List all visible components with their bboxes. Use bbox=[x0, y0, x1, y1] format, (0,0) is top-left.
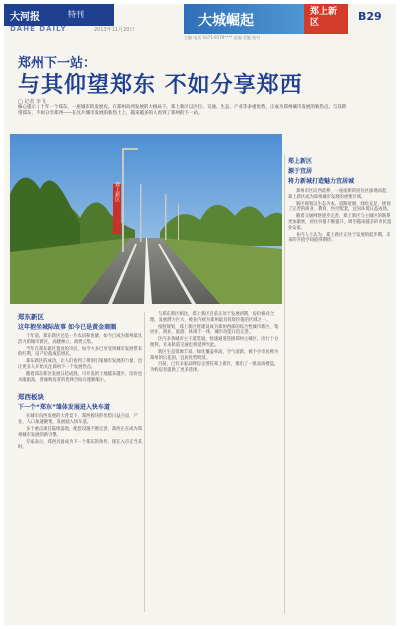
headline-title: 与其仰望郑东 不如分享郑西 bbox=[18, 72, 303, 98]
badge-text: 郑上新区 bbox=[310, 7, 338, 28]
district-badge bbox=[304, 4, 348, 34]
district-sign-text: 郑上新区 bbox=[114, 182, 120, 202]
sidebar-paragraph: 郑州市区向西延伸，一座座新的居住区拔地而起，郑上新区成为郑州城市发展的重要区域。 bbox=[288, 189, 391, 200]
article-paragraph: 在城市向西发展的大背景下，郑西板块的优势日益凸显，产业、人口加速聚集，发展驶入快车道。 bbox=[18, 414, 138, 426]
masthead bbox=[4, 4, 396, 40]
article-column-middle bbox=[150, 312, 280, 375]
paper-brand: 大河报 bbox=[10, 12, 40, 23]
column-divider bbox=[284, 154, 285, 614]
article-paragraph: 多个重点项目陆续落地，配套设施不断完善，郑西正在成为郑州城市发展的新引擎。 bbox=[18, 426, 143, 438]
section-subheading: 这年抱坐城际故事 如今已是黄金商圈 bbox=[18, 324, 117, 331]
sidebar-title: 源于宜居 bbox=[288, 168, 313, 175]
article-paragraph: 新区生态资源丰富，绿化覆盖率高，空气清新，被不少市民称为郑州的后花园，宜居优势明显。 bbox=[150, 349, 279, 361]
article-column-left bbox=[18, 312, 142, 452]
district-sign bbox=[113, 181, 121, 234]
section-heading: 郑东新区 bbox=[18, 313, 44, 321]
article-paragraph: 与郑东新区相比，郑上新区目前正处于发展初期，房价相对合理，发展潜力巨大，被业内视为郑州最具投资价值的区域之一。 bbox=[150, 312, 275, 323]
paper-name: DAHE DAILY bbox=[10, 25, 67, 33]
contact-line: 主编 电话 0371-6579**** 责编 美编 校对 bbox=[184, 35, 261, 40]
newspaper-page bbox=[4, 4, 396, 625]
road-photo bbox=[10, 134, 282, 304]
banner-title: 大城崛起 bbox=[198, 13, 254, 29]
sidebar-column bbox=[288, 156, 394, 245]
article-paragraph: 专家表示，郑西具备成为下一个郑东的条件，现在入市正当其时。 bbox=[18, 439, 143, 451]
road-photo-image bbox=[10, 134, 282, 304]
page-number: B29 bbox=[358, 10, 382, 23]
article-paragraph: 区内多条城市主干道贯通，快速通道连接郑州主城区，出行十分便利，未来轨道交通也将延伸至此。 bbox=[150, 337, 279, 348]
sidebar-tag: 郑上新区 bbox=[288, 158, 313, 165]
feature-banner bbox=[184, 4, 304, 34]
sidebar-subtitle: 将力新城打造魅力宜居城 bbox=[288, 178, 355, 185]
section-heading: 郑西板块 bbox=[18, 393, 44, 402]
sidebar-paragraph: 新区规划以生态为本，道路宽阔、绿化充足，规划了完善的商业、教育、医疗配套，宜居环境日益成熟。 bbox=[288, 201, 392, 213]
byline: □ 记者 李飞 bbox=[18, 99, 46, 105]
sidebar-paragraph: 随着交通网络逐步完善，郑上新区与主城区的联系更加紧密，居住价值不断提升，吸引越来越多的市民置业安家。 bbox=[288, 214, 392, 231]
section-subheading: 下一个“郑东”雏体发展进入快车道 bbox=[18, 404, 110, 412]
article-paragraph: 当年在郑东新区置业的市民，如今大多已享受到城市发展带来的红利，房产价值成倍增长。 bbox=[18, 346, 143, 358]
issue-date: 2013年11月20日 bbox=[94, 27, 135, 33]
sidebar-body bbox=[288, 189, 394, 244]
article-paragraph: 郑东新区的成功，让人们看到了规划引领城市发展的力量，也让更多人开始关注郑州下一个发展热点。 bbox=[18, 359, 143, 370]
sidebar-paragraph: 业内人士认为，郑上新区正处于发展的起步期，未来的升值空间值得期待。 bbox=[288, 232, 391, 244]
article-paragraph: 十年前，郑东新区还是一片农田和鱼塘，如今已成为郑州最具活力的城市新区，高楼林立，商贾云集。 bbox=[18, 334, 143, 345]
intro-paragraph: 核心提示 | 十年一个郑东，一座城市的发展史。在郑州向西发展的大格局下，郑上新区以区位、交通、生态、产业等多重优势，正成为郑州城市发展的新热点。与其仰望郑东，不如分享郑西——在这片城市发展的新热土上，越来越多的人看到了郑州的下一站。 bbox=[18, 105, 347, 116]
article-paragraph: 目前，已有多家品牌房企进驻郑上新区，推出了一批品质楼盘，为购房者提供了更多选择。 bbox=[150, 362, 279, 374]
headline-kicker: 郑州下一站： bbox=[18, 56, 97, 71]
article-paragraph: 按照规划，郑上新区将建设成为郑州西部的综合性城市新区，集居住、商业、旅游、休闲于一体，城市功能日趋完善。 bbox=[150, 324, 279, 336]
column-divider bbox=[144, 312, 145, 612]
section-label: 特刊 bbox=[68, 10, 84, 19]
brand-band bbox=[4, 4, 114, 26]
article-paragraph: 随着郑东新区发展日趋成熟，可开发的土地越来越少，房价也水涨船高，普通购房者的选择空间在逐渐缩小。 bbox=[18, 371, 143, 383]
paper-name-band bbox=[4, 26, 184, 34]
